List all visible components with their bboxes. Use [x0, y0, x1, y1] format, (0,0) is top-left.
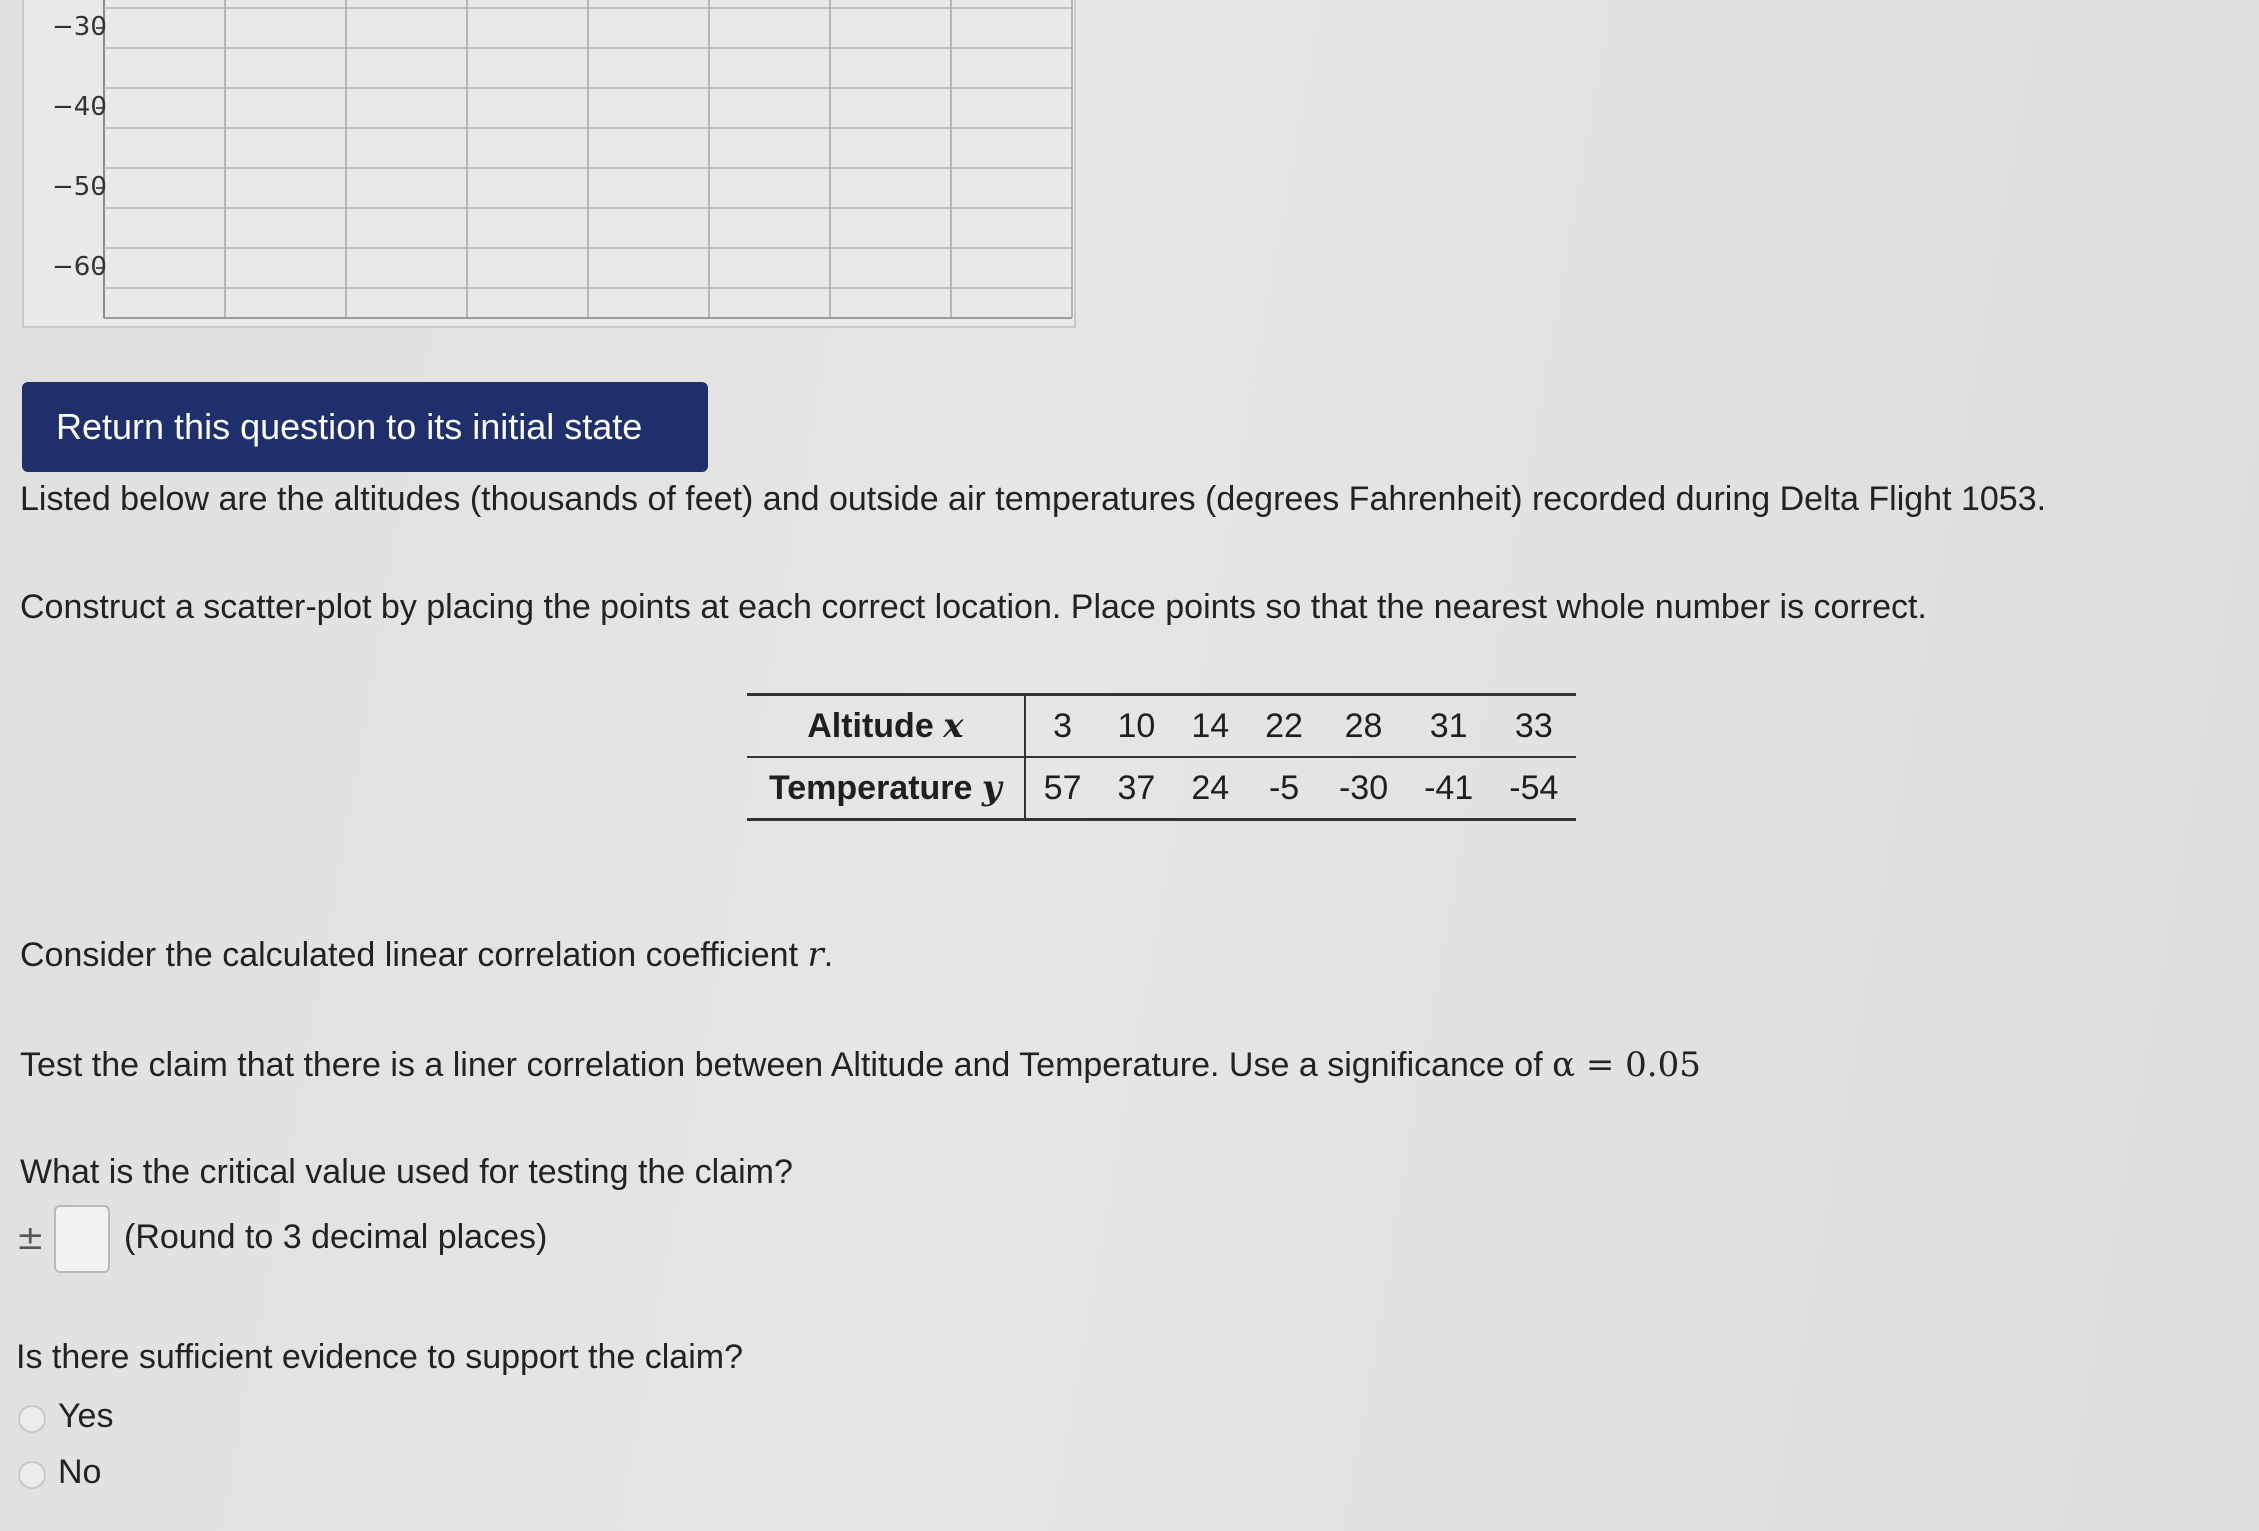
y-tick-label: −30: [52, 12, 107, 42]
table-cell: 24: [1173, 757, 1247, 820]
table-cell: -30: [1321, 757, 1406, 820]
table-cell: -41: [1406, 757, 1491, 820]
table-cell: 22: [1247, 695, 1321, 758]
table-cell: 3: [1025, 695, 1100, 758]
temperature-variable: y: [981, 768, 1002, 808]
table-cell: 33: [1491, 695, 1576, 758]
radio-button[interactable]: [18, 1461, 46, 1489]
table-cell: 14: [1173, 695, 1247, 758]
table-cell: 10: [1099, 695, 1173, 758]
radio-label: No: [58, 1453, 102, 1491]
table-row: [747, 757, 1576, 820]
reset-question-button[interactable]: Return this question to its initial state: [22, 382, 708, 472]
scatter-plot-grid[interactable]: [24, 0, 1074, 326]
correlation-label: Consider the calculated linear correlation coefficient: [20, 936, 799, 974]
y-tick-label: −50: [52, 172, 107, 202]
y-tick-label: −40: [52, 92, 107, 122]
temperature-header: [747, 757, 1025, 820]
plus-minus-sign: ±: [16, 1218, 45, 1258]
table-cell: 37: [1099, 757, 1173, 820]
critical-value-question: What is the critical value used for testing the claim?: [20, 1153, 793, 1191]
table-row: [747, 695, 1576, 758]
radio-label: Yes: [58, 1397, 114, 1435]
evidence-question: Is there sufficient evidence to support the claim?: [16, 1338, 743, 1376]
critical-value-input[interactable]: [54, 1205, 110, 1273]
y-tick-label: −60: [52, 252, 107, 282]
claim-label: Test the claim that there is a liner correlation between Altitude and Temperature. Use a significance of: [20, 1046, 1543, 1084]
table-cell: -54: [1491, 757, 1576, 820]
instruction-text: Construct a scatter-plot by placing the points at each correct location. Place points so that the nearest whole number is correct.: [20, 588, 1927, 626]
altitude-variable: x: [943, 706, 964, 746]
correlation-variable: r: [807, 935, 824, 975]
alpha-expression: α = 0.05: [1552, 1045, 1701, 1085]
scatter-plot-panel[interactable]: [22, 0, 1076, 328]
data-table: [747, 693, 1576, 821]
correlation-text: Consider the calculated linear correlation coefficient r.: [20, 935, 834, 975]
table-cell: 31: [1406, 695, 1491, 758]
temperature-header-label: Temperature: [769, 769, 973, 807]
claim-text: [20, 1045, 1701, 1085]
table-cell: -5: [1247, 757, 1321, 820]
intro-text: Listed below are the altitudes (thousands of feet) and outside air temperatures (degrees Fahrenheit) recorded during Delta Flight 1053.: [20, 480, 2047, 518]
table-cell: 57: [1025, 757, 1100, 820]
radio-button[interactable]: [18, 1405, 46, 1433]
altitude-header-label: Altitude: [807, 707, 934, 745]
round-note: (Round to 3 decimal places): [124, 1218, 548, 1256]
table-cell: 28: [1321, 695, 1406, 758]
altitude-header: [747, 695, 1025, 758]
